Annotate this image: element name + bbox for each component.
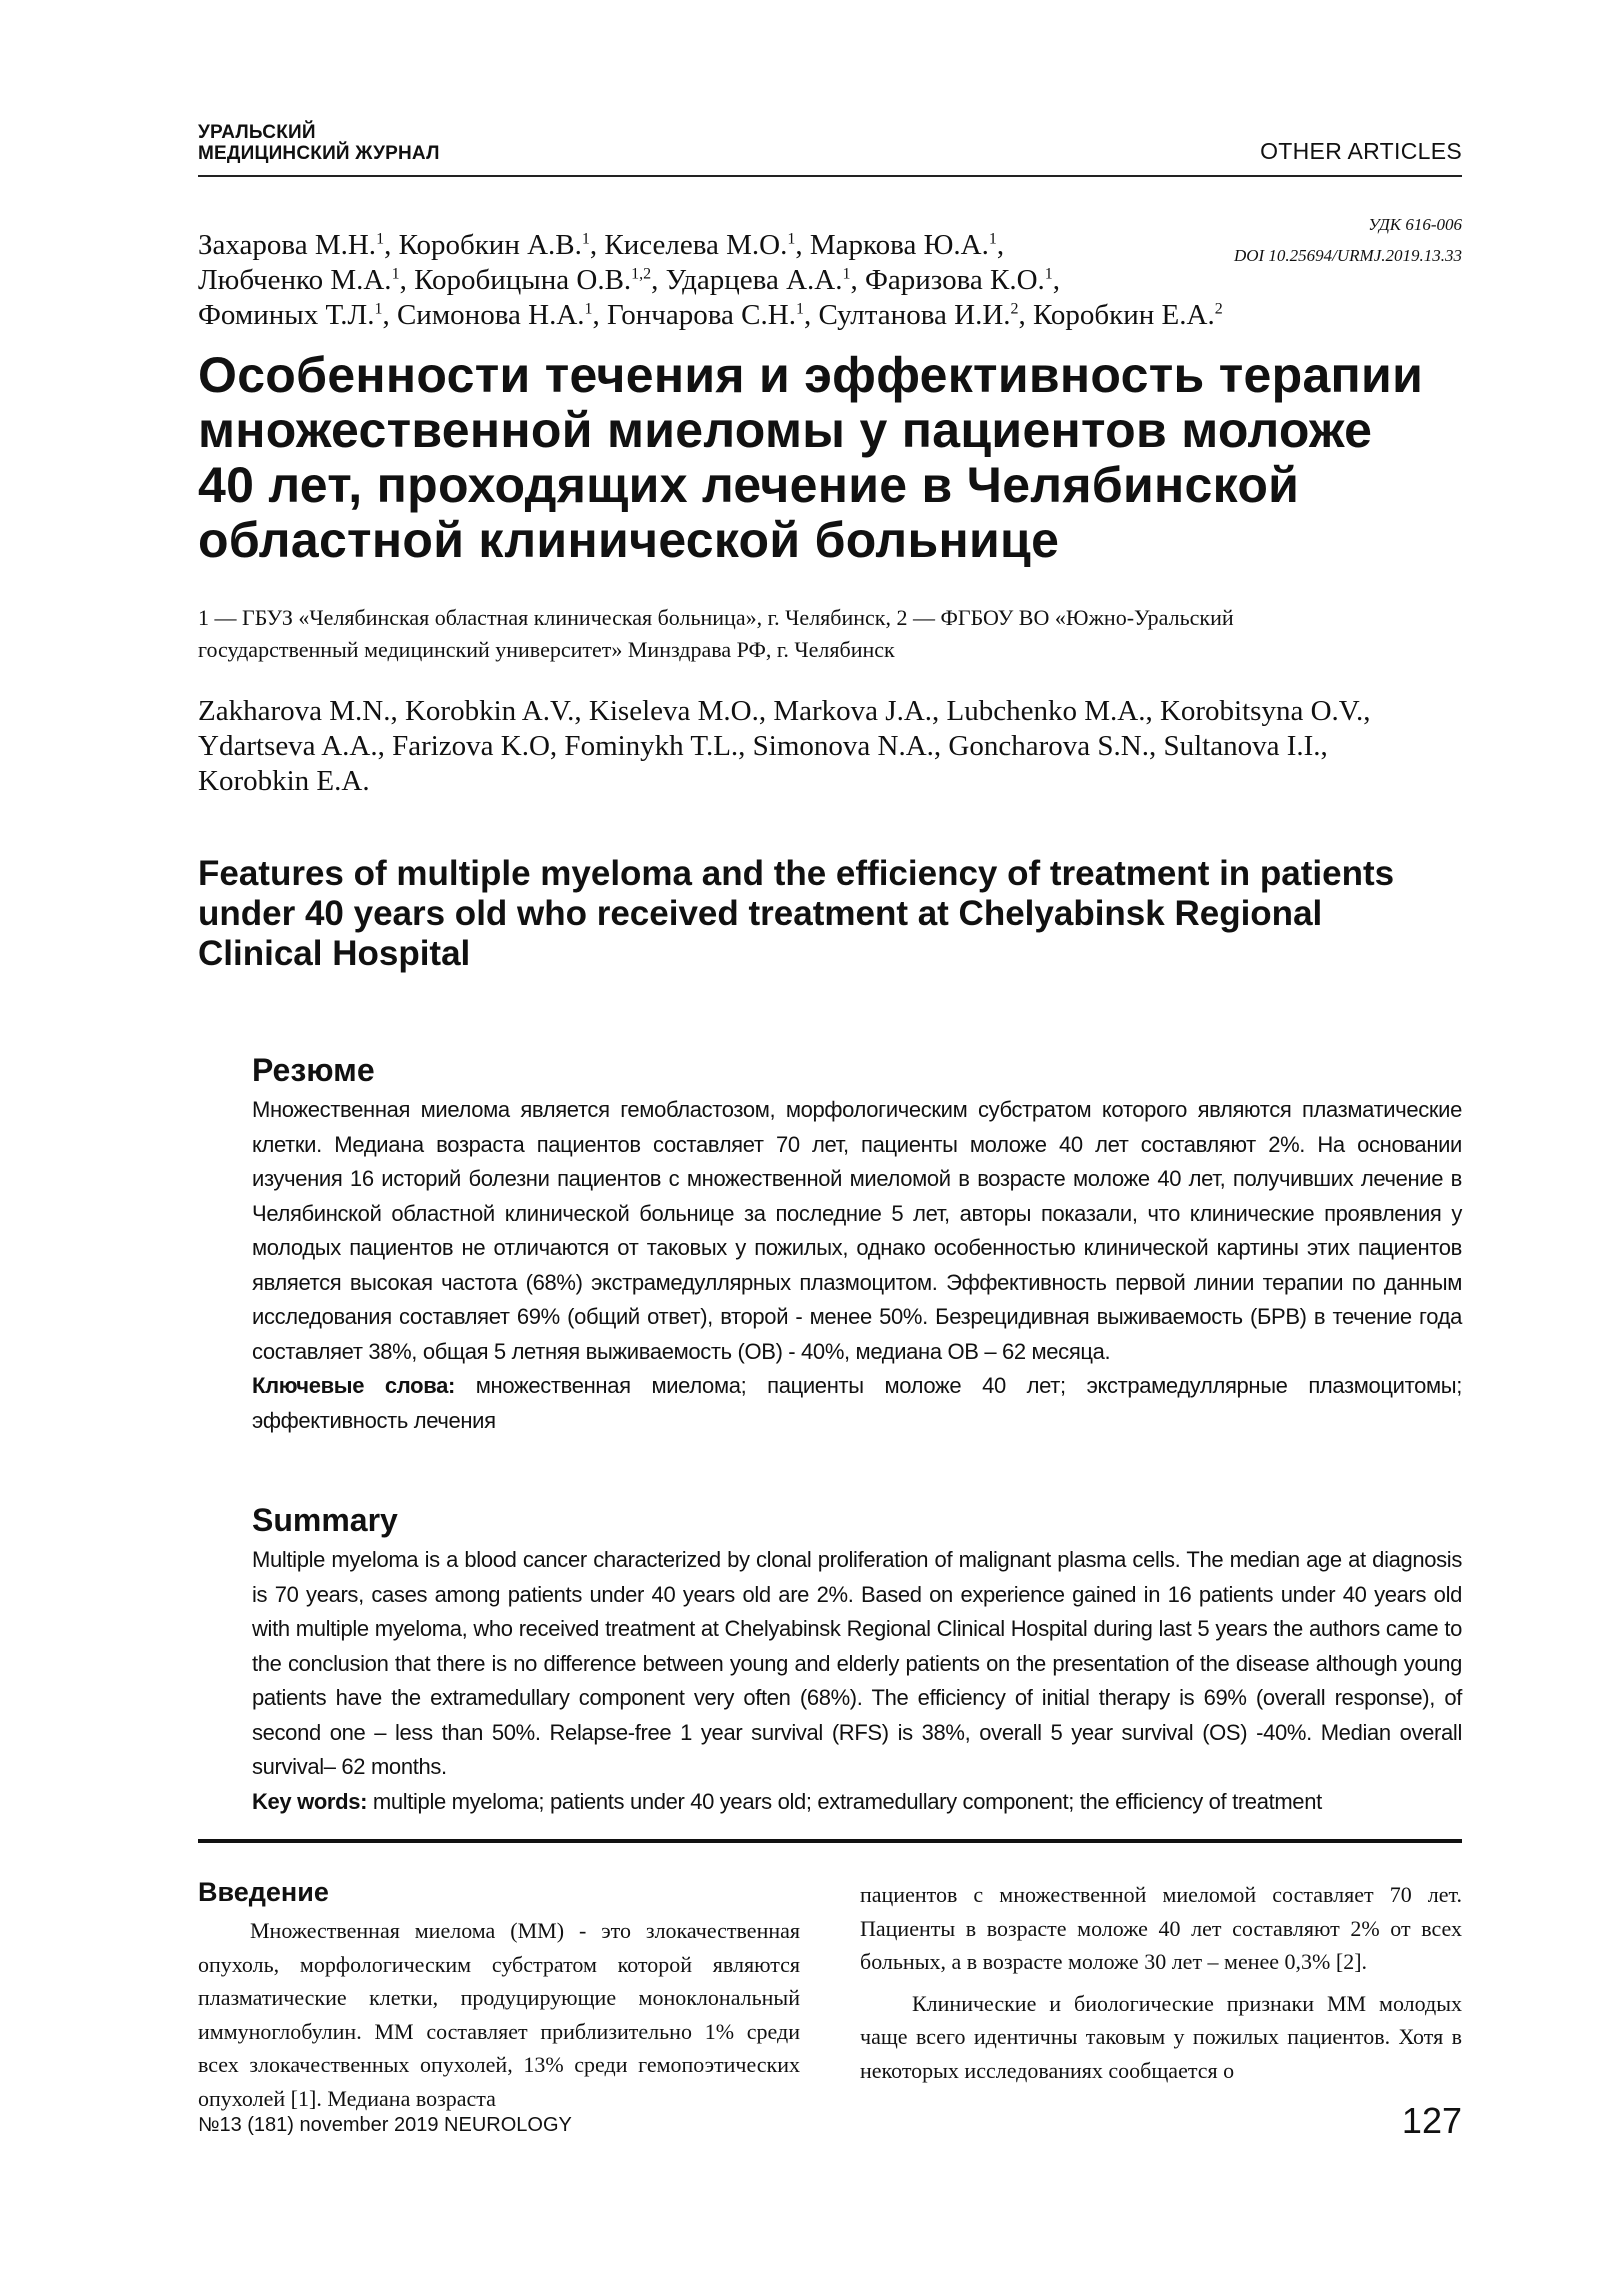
- author: Киселева М.О.: [604, 229, 788, 261]
- affiliations: 1 — ГБУЗ «Челябинская областная клиническая больница», г. Челябинск, 2 — ФГБОУ ВО «Южно-Уральский государственный медицинский университет» Минздрава РФ, г. Челябинск: [198, 605, 1234, 662]
- author: Любченко М.А.: [198, 264, 392, 296]
- author-affil-mark: 2: [1010, 300, 1019, 318]
- intro-paragraph: Клинические и биологические признаки ММ молодых чаще всего идентичны таковым у пожилых пациентов. Хотя в некоторых исследованиях сообщается о: [860, 1990, 1462, 2083]
- author: Фоминых Т.Л.: [198, 299, 375, 331]
- author: Симонова Н.А.: [396, 299, 585, 331]
- author-affil-mark: 1: [581, 230, 590, 248]
- resume-text: Множественная миелома является гемобластозом, морфологическим субстратом которого являются плазматические клетки. Медиана возраста пациентов составляет 70 лет, пациенты моложе 40 лет составляют 2%. На основании изучения 16 историй болезни пациентов с множественной миеломой в возрасте моложе 40 лет, получивших лечение в Челябинской областной клинической больнице за последние 5 лет, авторы показали, что клинические проявления у молодых пациентов не отличаются от таковых у пожилых, однако особенностью клинической картины этих пациентов является высокая частота (68%) экстрамедуллярных плазмоцитом. Эффективность первой линии терапии по данным исследования составляет 69% (общий ответ), второй - менее 50%. Безрецидивная выживаемость (БРВ) в течение года составляет 38%, общая 5 летняя выживаемость (ОВ) - 40%, медиана ОВ – 62 месяца.: [252, 1097, 1462, 1364]
- author-affil-mark: 1: [584, 300, 593, 318]
- author-affil-mark: 1: [376, 230, 385, 248]
- journal-name: [198, 122, 598, 164]
- author-affil-mark: 1: [787, 230, 796, 248]
- authors-ru: [198, 228, 1328, 333]
- authors-ru-line: Захарова М.Н.$^1$, Коробкин А.В.$^1$, Киселева М.О.$^1$, Маркова Ю.А.$^1$,: [198, 229, 1005, 261]
- resume-keywords: множественная миелома; пациенты моложе 40 лет; экстрамедуллярные плазмоцитомы; эффективность лечения: [252, 1373, 1462, 1433]
- authors-en: Zakharova M.N., Korobkin A.V., Kiseleva M.O., Markova J.A., Lubchenko M.A., Korobitsyna O.V., Ydartseva A.A., Farizova K.O, Fominykh T.L., Simonova N.A., Goncharova S.N., Sultanova I.I., Korobkin E.A.: [198, 695, 1371, 797]
- author-affil-mark: 1,2: [631, 265, 652, 283]
- journal-name-line1: УРАЛЬСКИЙ: [198, 122, 316, 143]
- intro-column-left: [198, 1914, 800, 2115]
- author: Фаризова К.О.: [864, 264, 1045, 296]
- author: Ударцева А.А.: [665, 264, 843, 296]
- author-affil-mark: 2: [1214, 300, 1223, 318]
- summary-text: Multiple myeloma is a blood cancer characterized by clonal proliferation of malignant plasma cells. The median age at diagnosis is 70 years, cases among patients under 40 years old are 2%. Based on experience gained in 16 patients under 40 years old with multiple myeloma, who received treatment at Chelyabinsk Regional Clinical Hospital during last 5 years the authors came to the conclusion that there is no difference between young and elderly patients on the presentation of the disease although young patients have the extramedullary component very often (68%). The efficiency of initial therapy is 69% (overall response), of second one – less than 50%. Relapse-free 1 year survival (RFS) is 38%, overall 5 year survival (OS) -40%. Median overall survival– 62 months.: [252, 1547, 1462, 1779]
- author-affil-mark: 1: [374, 300, 383, 318]
- author-affil-mark: 1: [795, 300, 804, 318]
- author: Захарова М.Н.: [198, 229, 377, 261]
- article-title-ru: Особенности течения и эффективность терапии множественной миеломы у пациентов моложе 40 лет, проходящих лечение в Челябинской областной клинической больнице: [198, 347, 1424, 568]
- author-affil-mark: 1: [1044, 265, 1053, 283]
- author: Гончарова С.Н.: [607, 299, 796, 331]
- author-affil-mark: 1: [391, 265, 400, 283]
- resume-keywords-label: Ключевые слова:: [252, 1373, 455, 1398]
- issue-info: №13 (181) november 2019 NEUROLOGY: [198, 2114, 572, 2136]
- intro-heading: Введение: [198, 1877, 329, 1907]
- doi: DOI 10.25694/URMJ.2019.13.33: [1233, 246, 1462, 265]
- authors-ru-line: Любченко М.А.$^1$, Коробицына О.В.$^{1,2}$, Ударцева А.А.$^1$, Фаризова К.О.$^1$,: [198, 264, 1061, 296]
- author-affil-mark: 1: [842, 265, 851, 283]
- summary-keywords: multiple myeloma; patients under 40 years old; extramedullary component; the efficiency of treatment: [372, 1788, 1322, 1814]
- udk-code: УДК 616-006: [1368, 215, 1462, 234]
- author: Маркова Ю.А.: [809, 229, 989, 261]
- author: Султанова И.И.: [818, 299, 1011, 331]
- resume-abstract: [252, 1093, 1462, 1438]
- author: Коробкин Е.А.: [1033, 299, 1215, 331]
- journal-name-line2: МЕДИЦИНСКИЙ ЖУРНАЛ: [198, 143, 440, 164]
- article-title-en: Features of multiple myeloma and the efficiency of treatment in patients under 40 years old who received treatment at Chelyabinsk Regional Clinical Hospital: [198, 854, 1395, 973]
- header-divider: [198, 175, 1462, 177]
- summary-heading: Summary: [252, 1502, 398, 1538]
- intro-paragraph: Множественная миелома (ММ) - это злокачественная опухоль, морфологическим субстратом которой являются плазматические клетки, продуцирующие моноклональный иммуноглобулин. ММ составляет приблизительно 1% среди всех злокачественных опухолей, 13% среди гемопоэтических опухолей [1]. Медиана возраста: [198, 1918, 800, 2111]
- page-number: 127: [1401, 2100, 1462, 2141]
- author: Коробицына О.В.: [414, 264, 632, 296]
- section-divider: [198, 1839, 1462, 1843]
- intro-paragraph: пациентов с множественной миеломой составляет 70 лет. Пациенты в возрасте моложе 40 лет составляют 2% от всех больных, а в возрасте моложе 30 лет – менее 0,3% [2].: [860, 1882, 1462, 1974]
- section-label: OTHER ARTICLES: [1260, 138, 1462, 164]
- intro-column-right: [860, 1878, 1462, 2087]
- resume-heading: Резюме: [252, 1052, 375, 1088]
- summary-abstract: [252, 1543, 1462, 1819]
- author: Коробкин А.В.: [398, 229, 582, 261]
- authors-ru-line: Фоминых Т.Л.$^1$, Симонова Н.А.$^1$, Гончарова С.Н.$^1$, Султанова И.И.$^2$, Коробкин Е.А.$^2$: [198, 299, 1223, 331]
- summary-keywords-label: Key words:: [252, 1788, 368, 1814]
- author-affil-mark: 1: [988, 230, 997, 248]
